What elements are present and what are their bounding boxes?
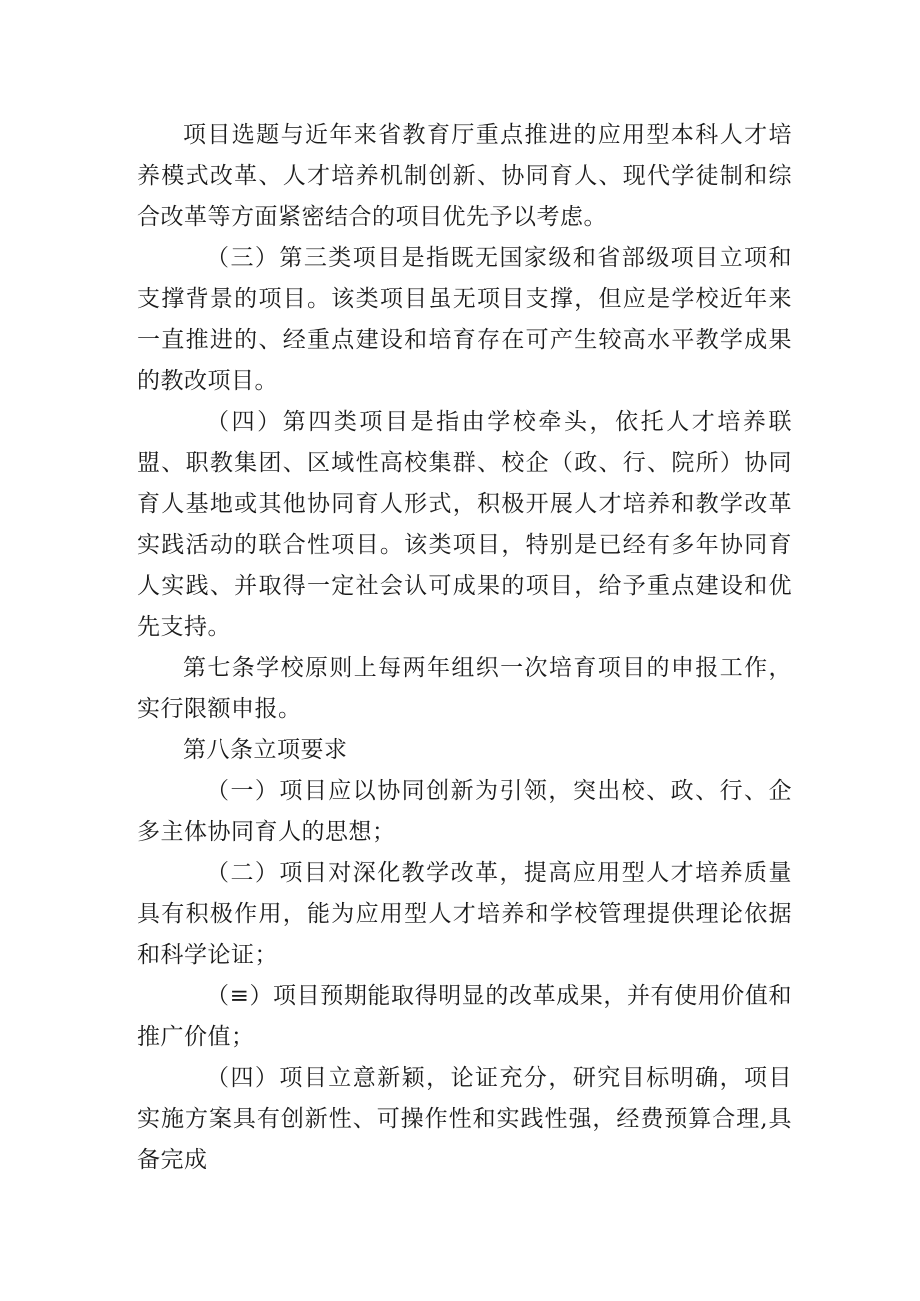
paragraph-category-three: （三）第三类项目是指既无国家级和省部级项目立项和支撑背景的项目。该类项目虽无项目支撑，但应是学校近年来一直推进的、经重点建设和培育存在可产生较高水平教学成果的教改项目。 [137,245,792,394]
paragraph-article-eight-heading: 第八条立项要求 [183,737,348,763]
paragraph-category-four: （四）第四类项目是指由学校牵头，依托人才培养联盟、职教集团、区域性高校集群、校企（政、行、院所）协同育人基地或其他协同育人形式，积极开展人才培养和教学改革实践活动的联合性项目。该类项目，特别是已经有多年协同育人实践、并取得一定社会认可成果的项目，给予重点建设和优先支持。 [137,409,792,640]
paragraph-project-topic: 项目选题与近年来省教育厅重点推进的应用型本科人才培养模式改革、人才培养机制创新、协同育人、现代学徒制和综合改革等方面紧密结合的项目优先予以考虑。 [137,122,792,230]
paragraph-article-seven: 第七条学校原则上每两年组织一次培育项目的申报工作，实行限额申报。 [137,655,792,722]
paragraph-requirement-three: （≡）项目预期能取得明显的改革成果，并有使用价值和推广价值； [137,983,792,1050]
paragraph-requirement-four: （四）项目立意新颖，论证充分，研究目标明确，项目实施方案具有创新性、可操作性和实践性强，经费预算合理,具备完成 [137,1065,792,1173]
document-page [137,115,792,1181]
paragraph-requirement-two: （二）项目对深化教学改革，提高应用型人才培养质量具有积极作用，能为应用型人才培养和学校管理提供理论依据和科学论证； [137,860,792,968]
paragraph-requirement-one: （一）项目应以协同创新为引领，突出校、政、行、企多主体协同育人的思想； [137,778,792,845]
